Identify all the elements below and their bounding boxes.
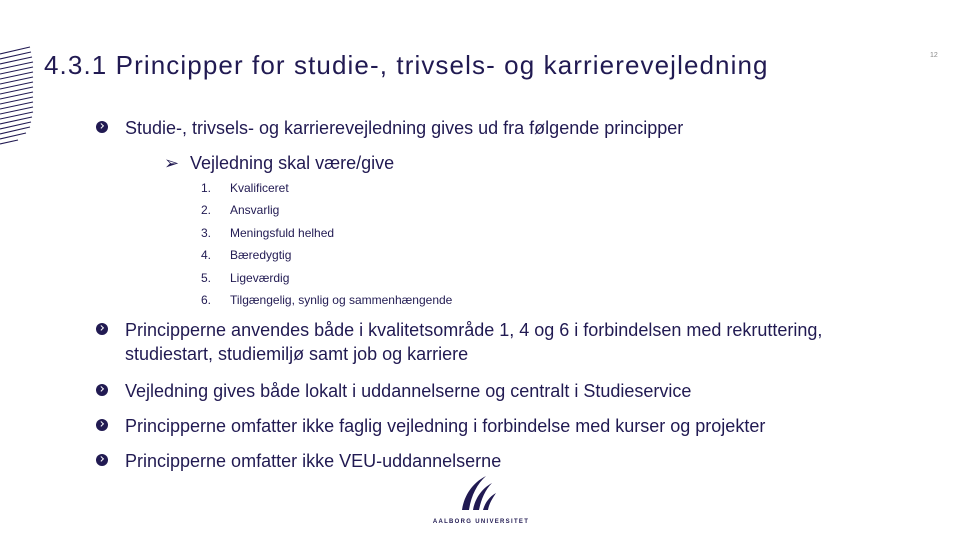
circle-chevron-right-icon [96,121,108,133]
list-item-text: Meningsfuld helhed [230,225,335,240]
logo-text: AALBORG UNIVERSITET [432,519,530,525]
list-item-text: Ligeværdig [230,270,290,285]
principles-list [201,178,452,312]
list-item-text: Bæredygtig [230,248,292,263]
bullet-text: Studie-, trivsels- og karrierevejledning gives ud fra følgende principper [125,118,684,138]
list-item-text: Ansvarlig [230,203,280,218]
list-item [201,290,452,312]
slide-title: 4.3.1 Principper for studie-, trivsels- og karrierevejledning [44,50,769,80]
circle-chevron-right-icon [96,454,108,466]
bullet-text: Principperne omfatter ikke VEU-uddannelserne [125,451,502,471]
circle-chevron-right-icon [96,419,108,431]
sub-bullet-text: Vejledning skal være/give [190,153,395,173]
aau-logo-icon [458,474,498,512]
circle-chevron-right-icon [96,384,108,396]
bullet-item [96,318,885,366]
list-item [201,223,452,245]
list-item-text: Tilgængelig, synlig og sammenhængende [230,292,453,307]
list-item [201,200,452,222]
bullet-text: Principperne anvendes både i kvalitetsområde 1, 4 og 6 i forbindelsen med rekruttering, studiestart, studiemiljø samt job og karriere [125,320,823,364]
circle-chevron-right-icon [96,323,108,335]
list-item [201,268,452,290]
list-item [201,245,452,267]
list-item-number: 5. [201,270,212,285]
list-item-text: Kvalificeret [230,181,289,195]
university-logo [430,474,532,532]
diagonal-lines-icon [0,44,36,148]
bullet-item [96,449,501,473]
bullet-item [96,379,691,403]
arrowhead-right-icon: ➢ [164,153,180,173]
list-item-number: 4. [201,248,212,263]
list-item-number: 2. [201,203,212,218]
list-item-number: 6. [201,292,212,307]
bullet-text: Vejledning gives både lokalt i uddannelserne og centralt i Studieservice [125,381,692,401]
bullet-item [96,116,683,140]
sub-bullet-item [164,151,394,175]
page-number: 12 [930,52,938,59]
list-item-number: 1. [201,181,212,195]
list-item [201,178,452,200]
bullet-item [96,414,765,438]
bullet-text: Principperne omfatter ikke faglig vejledning i forbindelse med kurser og projekter [125,416,766,436]
list-item-number: 3. [201,225,212,240]
